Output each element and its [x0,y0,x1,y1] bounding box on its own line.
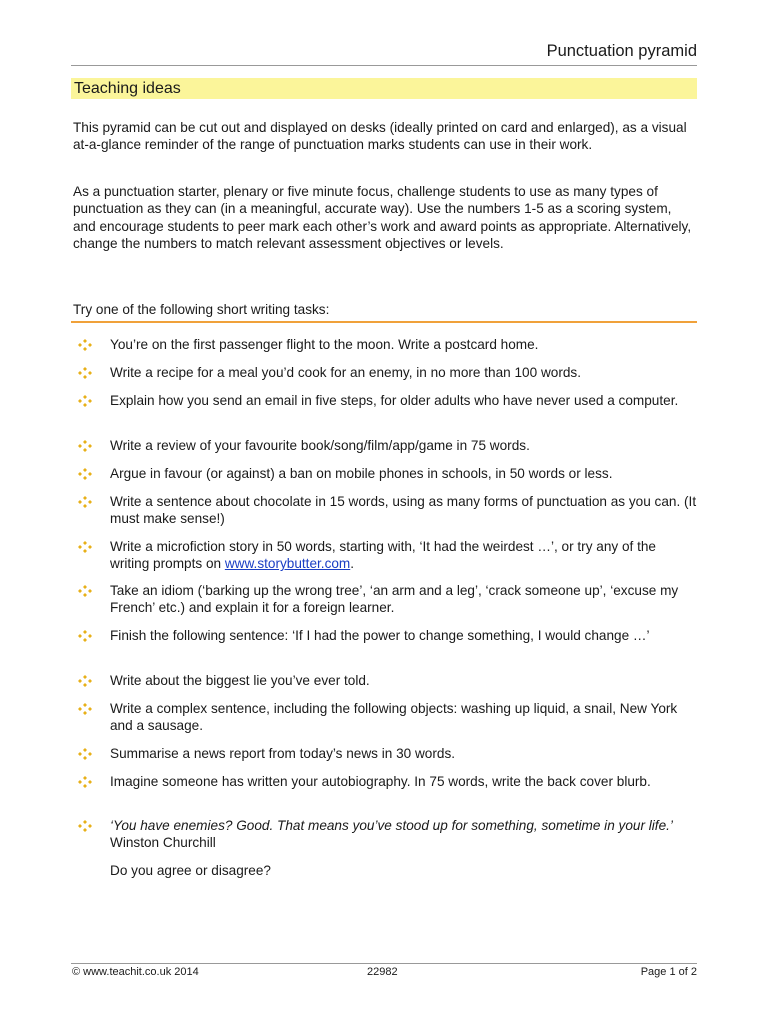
list-item [78,672,697,689]
list-item [78,437,697,454]
task-text-part: Write a microfiction story in 50 words, starting with, ‘It had the weirdest …’, or try any of the writing prompts on [110,539,656,572]
page-header-title: Punctuation pyramid [546,42,697,60]
list-item [78,493,697,528]
task-text-part: . [350,556,355,572]
list-item [78,627,697,644]
list-item [78,773,697,790]
task-text [110,817,697,852]
list-item [78,392,697,409]
diamond-bullet-icon [78,703,92,715]
footer-copyright: © www.teachit.co.uk 2014 [72,966,199,978]
tasks-divider [71,321,697,323]
task-text: Write about the biggest lie you’ve ever told. [110,673,370,688]
list-item [78,465,697,482]
task-text: Summarise a news report from today’s news in 30 words. [110,746,456,761]
intro-paragraph-1: This pyramid can be cut out and displayed on desks (ideally printed on card and enlarged), as a visual at-a-glance reminder of the range of punctuation marks students can use in their work. [73,120,687,153]
diamond-bullet-icon [78,675,92,687]
task-text: You’re on the first passenger flight to the moon. Write a postcard home. [110,337,539,352]
diamond-bullet-icon [78,339,92,351]
list-item [78,538,697,573]
diamond-bullet-icon [78,468,92,480]
diamond-bullet-icon [78,496,92,508]
tasks-intro: Try one of the following short writing tasks: [73,302,330,317]
task-text: Finish the following sentence: ‘If I had the power to change something, I would change …’ [110,628,650,643]
footer-divider [71,963,697,964]
task-text: Explain how you send an email in five steps, for older adults who have never used a computer. [110,393,679,408]
list-item [78,582,697,617]
list-item [78,364,697,381]
churchill-quote: ‘You have enemies? Good. That means you’ve stood up for something, sometime in your life.’ [110,818,673,833]
diamond-bullet-icon [78,395,92,407]
closing-question: Do you agree or disagree? [110,863,271,878]
diamond-bullet-icon [78,776,92,788]
diamond-bullet-icon [78,748,92,760]
diamond-bullet-icon [78,820,92,832]
diamond-bullet-icon [78,367,92,379]
diamond-bullet-icon [78,440,92,452]
list-item [78,336,697,353]
intro-paragraph-2: As a punctuation starter, plenary or five minute focus, challenge students to use as many types of punctuation as they can (in a meaningful, accurate way). Use the numbers 1-5 as a scoring system, and encourage students to peer mark each other’s work and award points as appropriate. Alternatively, change the numbers to match relevant assessment objectives or levels. [73,184,692,251]
task-text: Write a complex sentence, including the following objects: washing up liquid, a snail, New York and a sausage. [110,701,678,734]
task-text: Write a recipe for a meal you’d cook for an enemy, in no more than 100 words. [110,365,581,380]
task-text: Imagine someone has written your autobiography. In 75 words, write the back cover blurb. [110,774,651,789]
diamond-bullet-icon [78,585,92,597]
list-item [78,817,697,852]
task-text [110,538,697,573]
task-text: Argue in favour (or against) a ban on mobile phones in schools, in 50 words or less. [110,466,613,481]
section-heading: Teaching ideas [71,78,697,99]
header-divider [71,65,697,66]
storybutter-link[interactable]: www.storybutter.com [224,556,351,572]
list-item [78,700,697,735]
task-text: Write a sentence about chocolate in 15 words, using as many forms of punctuation as you can. (It must make sense!) [110,494,697,527]
list-item [78,745,697,762]
footer-page-number: Page 1 of 2 [640,966,697,978]
task-text: Take an idiom (‘barking up the wrong tree’, ‘an arm and a leg’, ‘crack someone up’, ‘excuse my French’ etc.) and explain it for a foreign learner. [110,583,679,616]
footer-resource-code: 22982 [367,966,398,978]
task-text: Write a review of your favourite book/song/film/app/game in 75 words. [110,438,530,453]
quote-author: Winston Churchill [110,835,216,851]
diamond-bullet-icon [78,541,92,553]
diamond-bullet-icon [78,630,92,642]
